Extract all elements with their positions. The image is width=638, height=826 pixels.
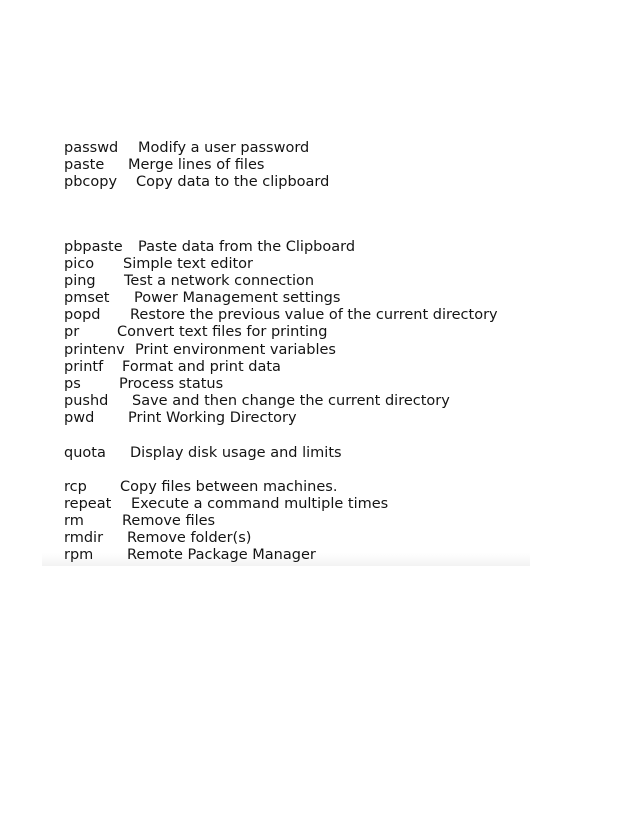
command-name: pbcopy bbox=[64, 174, 118, 190]
command-description: Test a network connection bbox=[124, 273, 315, 289]
command-description: Format and print data bbox=[122, 359, 281, 375]
command-name: rcp bbox=[64, 479, 87, 495]
command-description: Simple text editor bbox=[123, 256, 254, 272]
command-name: passwd bbox=[64, 140, 119, 156]
command-name: pmset bbox=[64, 290, 110, 306]
command-description: Copy files between machines. bbox=[120, 479, 338, 495]
command-description: Convert text files for printing bbox=[117, 324, 328, 340]
command-description: Restore the previous value of the current directory bbox=[130, 307, 498, 323]
command-description: Merge lines of files bbox=[128, 157, 265, 173]
command-name: rm bbox=[64, 513, 84, 529]
command-name: ping bbox=[64, 273, 96, 289]
command-description: Remove files bbox=[122, 513, 216, 529]
command-description: Power Management settings bbox=[134, 290, 341, 306]
command-description: Copy data to the clipboard bbox=[136, 174, 330, 190]
command-name: pr bbox=[64, 324, 80, 340]
command-name: paste bbox=[64, 157, 105, 173]
command-name: pbpaste bbox=[64, 239, 123, 255]
command-description: Display disk usage and limits bbox=[130, 445, 342, 461]
command-name: printenv bbox=[64, 342, 125, 358]
command-description: Remote Package Manager bbox=[127, 547, 316, 563]
command-name: pwd bbox=[64, 410, 95, 426]
command-description: Print environment variables bbox=[135, 342, 336, 358]
command-description: Execute a command multiple times bbox=[131, 496, 389, 512]
command-description: Process status bbox=[119, 376, 224, 392]
command-name: printf bbox=[64, 359, 104, 375]
command-description: Paste data from the Clipboard bbox=[138, 239, 356, 255]
command-name: rpm bbox=[64, 547, 94, 563]
command-name: repeat bbox=[64, 496, 112, 512]
command-name: ps bbox=[64, 376, 81, 392]
command-name: pushd bbox=[64, 393, 109, 409]
command-description: Print Working Directory bbox=[128, 410, 297, 426]
command-name: quota bbox=[64, 445, 106, 461]
command-description: Remove folder(s) bbox=[127, 530, 252, 546]
command-description: Save and then change the current directory bbox=[132, 393, 450, 409]
command-name: pico bbox=[64, 256, 95, 272]
command-name: popd bbox=[64, 307, 101, 323]
command-name: rmdir bbox=[64, 530, 104, 546]
command-description: Modify a user password bbox=[138, 140, 310, 156]
